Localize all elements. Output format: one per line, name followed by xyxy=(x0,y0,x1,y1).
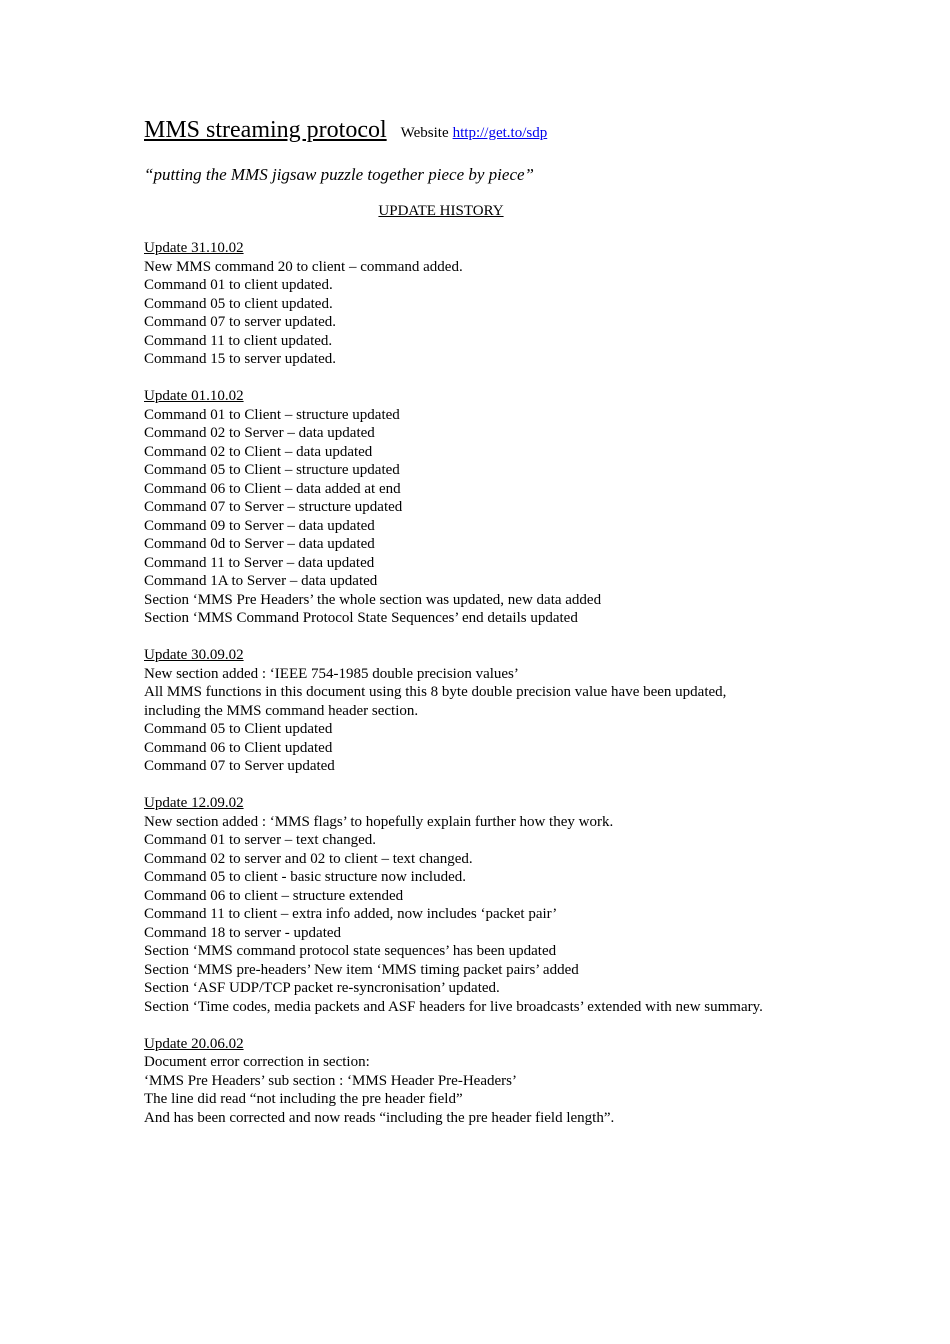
update-line: Command 06 to client – structure extended xyxy=(144,887,404,904)
update-line: Command 18 to server - updated xyxy=(144,924,342,941)
update-line: Section ‘MMS Pre Headers’ the whole section was updated, new data added xyxy=(144,591,602,608)
update-line: Command 05 to client - basic structure now included. xyxy=(144,869,467,885)
update-line: Command 06 to Client – data added at end xyxy=(144,480,401,497)
update-line: New MMS command 20 to client – command added. xyxy=(144,258,463,275)
update-line: Command 07 to server updated. xyxy=(144,314,337,330)
update-line: Command 05 to Client updated xyxy=(144,721,333,737)
website-label: Website xyxy=(400,125,449,141)
update-title: Update 12.09.02 xyxy=(144,795,244,811)
update-line: New section added : ‘IEEE 754-1985 double precision values’ xyxy=(144,665,519,682)
update-line: including the MMS command header section. xyxy=(144,702,419,719)
update-line: Section ‘Time codes, media packets and ASF headers for live broadcasts’ extended with new summary. xyxy=(144,998,763,1015)
update-section xyxy=(144,794,824,1016)
update-title: Update 01.10.02 xyxy=(144,388,244,404)
update-line: Command 05 to Client – structure updated xyxy=(144,462,400,478)
update-section xyxy=(144,387,824,628)
update-line: Command 07 to Server – structure updated xyxy=(144,499,403,515)
update-line: Command 01 to Client – structure updated xyxy=(144,406,400,423)
update-title: Update 20.06.02 xyxy=(144,1035,244,1052)
update-line: Command 02 to Client – data updated xyxy=(144,443,373,460)
update-line: Command 15 to server updated. xyxy=(144,351,337,367)
update-line: Command 1A to Server – data updated xyxy=(144,573,378,589)
update-line: Command 0d to Server – data updated xyxy=(144,536,375,552)
update-section xyxy=(144,239,824,369)
update-line: Command 02 to Server – data updated xyxy=(144,425,375,441)
update-section xyxy=(144,1035,824,1128)
update-line: Command 07 to Server updated xyxy=(144,758,335,774)
update-line: Section ‘MMS pre-headers’ New item ‘MMS timing packet pairs’ added xyxy=(144,961,579,978)
update-line: Command 11 to client updated. xyxy=(144,332,333,349)
update-line: Document error correction in section: xyxy=(144,1054,370,1070)
update-line: Command 06 to Client updated xyxy=(144,739,333,756)
update-history-heading: UPDATE HISTORY xyxy=(378,203,504,219)
update-line: Command 11 to Server – data updated xyxy=(144,554,375,571)
update-line: And has been corrected and now reads “including the pre header field length”. xyxy=(144,1109,615,1126)
update-line: Section ‘MMS Command Protocol State Sequences’ end details updated xyxy=(144,610,578,626)
update-title: Update 31.10.02 xyxy=(144,240,244,256)
update-line: Command 01 to server – text changed. xyxy=(144,832,377,848)
document-page xyxy=(144,113,824,1146)
tagline: “putting the MMS jigsaw puzzle together piece by piece” xyxy=(144,165,534,184)
update-line: Command 05 to client updated. xyxy=(144,295,333,312)
update-line: Section ‘MMS command protocol state sequences’ has been updated xyxy=(144,943,557,959)
title-line xyxy=(144,113,824,150)
update-line: Command 01 to client updated. xyxy=(144,277,333,293)
update-line: The line did read “not including the pre header field” xyxy=(144,1091,463,1107)
update-line: Command 09 to Server – data updated xyxy=(144,517,375,534)
update-section xyxy=(144,646,824,776)
update-line: All MMS functions in this document using this 8 byte double precision value have been updated, xyxy=(144,684,727,700)
update-title: Update 30.09.02 xyxy=(144,647,244,663)
update-line: Command 02 to server and 02 to client – text changed. xyxy=(144,850,473,867)
update-line: ‘MMS Pre Headers’ sub section : ‘MMS Header Pre-Headers’ xyxy=(144,1072,517,1089)
website-link[interactable]: http://get.to/sdp xyxy=(452,125,548,141)
document-title: MMS streaming protocol xyxy=(144,117,387,143)
update-line: Section ‘ASF UDP/TCP packet re-syncronisation’ updated. xyxy=(144,980,500,996)
update-line: Command 11 to client – extra info added, now includes ‘packet pair’ xyxy=(144,906,558,922)
updates-list xyxy=(144,239,824,1127)
update-line: New section added : ‘MMS flags’ to hopefully explain further how they work. xyxy=(144,813,614,830)
